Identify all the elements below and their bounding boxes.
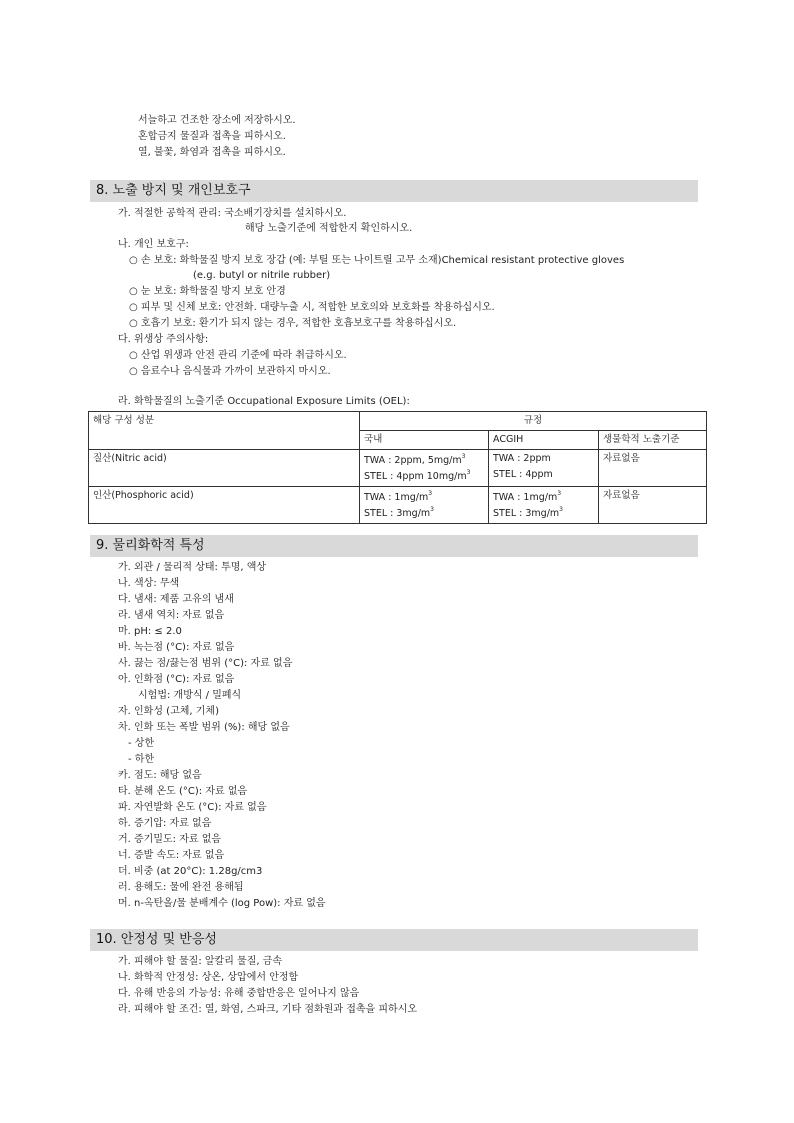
- domestic-limit: TWA : $1mg/m^3$ STEL : $3mg/m^3$: [360, 487, 489, 524]
- property-line: 카. 점도: 해당 없음: [118, 770, 202, 781]
- hygiene-heading: 다. 위생상 주의사항:: [118, 334, 209, 345]
- property-line: 너. 증발 속도: 자료 없음: [118, 850, 225, 861]
- property-line: 바. 녹는점 (°C): 자료 없음: [118, 642, 235, 653]
- property-line: 러. 용해도: 물에 완전 용해됨: [118, 882, 244, 893]
- section-10-header: [90, 929, 698, 951]
- property-line: 사. 끓는 점/끓는점 범위 (°C): 자료 없음: [118, 658, 293, 669]
- stability-line: 라. 피해야 할 조건: 열, 화염, 스파크, 기타 점화원과 접촉을 피하시오: [118, 1004, 418, 1015]
- table-row: [89, 487, 707, 524]
- col-header-acgih: ACGIH: [489, 431, 599, 450]
- property-line: 거. 증기밀도: 자료 없음: [118, 834, 222, 845]
- section-8-header: [90, 180, 698, 202]
- biological-limit: 자료없음: [599, 450, 707, 487]
- hygiene-line: ○ 산업 위생과 안전 관리 기준에 따라 취급하시오.: [129, 350, 347, 361]
- engineering-control-line: 가. 적절한 공학적 관리: 국소배기장치를 설치하시오.: [118, 208, 347, 219]
- engineering-control-line-2: 해당 노출기준에 적합한지 확인하시오.: [245, 223, 413, 234]
- section-10-title: 10. 안정성 및 반응성: [96, 932, 217, 947]
- property-line: 다. 냄새: 제품 고유의 냄새: [118, 594, 234, 605]
- component-name: 인산(Phosphoric acid): [89, 487, 360, 524]
- section-9-title: 9. 물리화학적 특성: [96, 538, 205, 553]
- ppe-heading: 나. 개인 보호구:: [118, 239, 189, 250]
- property-line: 라. 냄새 역치: 자료 없음: [118, 610, 225, 621]
- property-line: 나. 색상: 무색: [118, 578, 180, 589]
- section-8-title: 8. 노출 방지 및 개인보호구: [96, 183, 251, 198]
- section-9-header: [90, 535, 698, 557]
- property-line: 자. 인화성 (고체, 기체): [118, 706, 219, 717]
- stability-line: 나. 화학적 안정성: 상온, 상압에서 안정함: [118, 972, 299, 983]
- property-line: 아. 인화점 (°C): 자료 없음: [118, 674, 235, 685]
- stability-line: 가. 피해야 할 물질: 알칼리 물질, 금속: [118, 956, 283, 967]
- hand-protection: ○ 손 보호: 화학물질 방지 보호 장갑 (예: 부틸 또는 나이트릴 고무 소재)Chemical resistant protective gloves: [129, 255, 625, 266]
- property-line: 파. 자연발화 온도 (°C): 자료 없음: [118, 802, 267, 813]
- oel-heading: 라. 화학물질의 노출기준 Occupational Exposure Limits (OEL):: [118, 396, 410, 407]
- property-line: 더. 비중 (at 20°C): 1.28g/cm3: [118, 866, 263, 877]
- hygiene-line: ○ 음료수나 음식물과 가까이 보관하지 마시오.: [129, 366, 331, 377]
- property-line: 마. pH: ≤ 2.0: [118, 626, 182, 637]
- property-line: - 하한: [128, 754, 155, 765]
- hand-protection-cont: (e.g. butyl or nitrile rubber): [193, 270, 331, 281]
- col-header-regulation: 규정: [360, 412, 707, 431]
- biological-limit: 자료없음: [599, 487, 707, 524]
- property-line: 차. 인화 또는 폭발 범위 (%): 해당 없음: [118, 722, 290, 733]
- respiratory-protection: ○ 호흡기 보호: 환기가 되지 않는 경우, 적합한 호흡보호구를 착용하십시오.: [129, 318, 457, 329]
- acgih-limit: TWA : 2ppm STEL : 4ppm: [489, 450, 599, 487]
- property-line: 머. n-옥탄올/물 분배계수 (log Pow): 자료 없음: [118, 898, 326, 909]
- storage-line: 열, 불꽃, 화염과 접촉을 피하시오.: [138, 147, 286, 158]
- component-name: 질산(Nitric acid): [89, 450, 360, 487]
- col-header-component: 해당 구성 성분: [89, 412, 360, 450]
- storage-line: 서늘하고 건조한 장소에 저장하시오.: [138, 115, 296, 126]
- table-row: [89, 450, 707, 487]
- skin-protection: ○ 피부 및 신체 보호: 안전화. 대량누출 시, 적합한 보호의와 보호화를 착용하십시오.: [129, 302, 495, 313]
- property-line: 타. 분해 온도 (°C): 자료 없음: [118, 786, 248, 797]
- property-line: - 상한: [128, 738, 155, 749]
- property-line: 시험법: 개방식 / 밀폐식: [138, 690, 242, 701]
- eye-protection: ○ 눈 보호: 화학물질 방지 보호 안경: [129, 286, 286, 297]
- property-line: 가. 외관 / 물리적 상태: 투명, 액상: [118, 562, 267, 573]
- domestic-limit: TWA : 2ppm, $5mg/m^3$ STEL : 4ppm $10mg/m^3$: [360, 450, 489, 487]
- oel-table: [88, 411, 707, 524]
- acgih-limit: TWA : $1mg/m^3$ STEL : $3mg/m^3$: [489, 487, 599, 524]
- col-header-biological: 생물학적 노출기준: [599, 431, 707, 450]
- storage-line: 혼합금지 물질과 접촉을 피하시오.: [138, 131, 286, 142]
- property-line: 하. 증기압: 자료 없음: [118, 818, 212, 829]
- col-header-domestic: 국내: [360, 431, 489, 450]
- stability-line: 다. 유해 반응의 가능성: 유해 중합반응은 일어나지 않음: [118, 988, 360, 999]
